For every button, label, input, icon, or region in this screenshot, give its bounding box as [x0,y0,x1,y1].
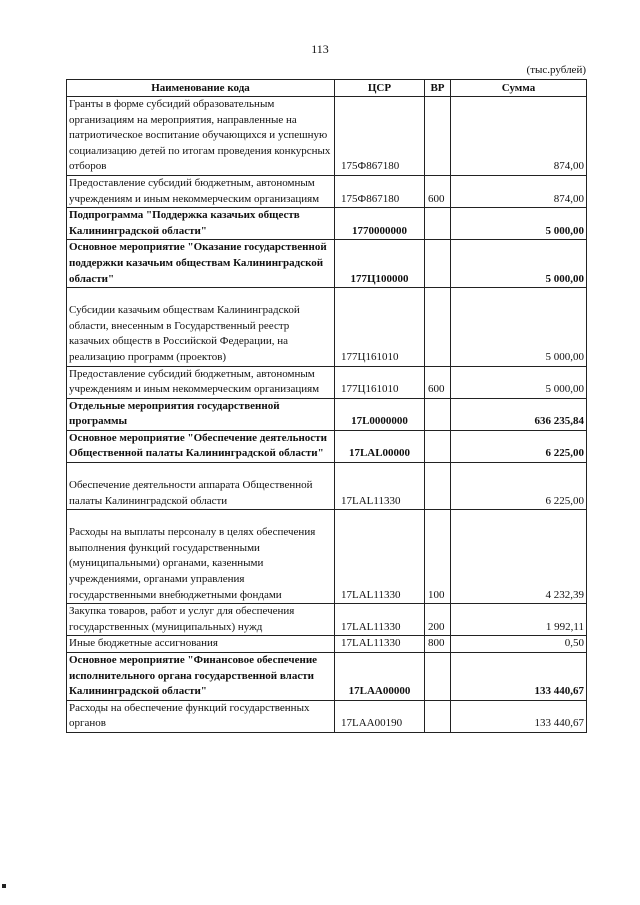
row-name: Основное мероприятие "Обеспечение деятельности Общественной палаты Калининградской области" [67,430,335,462]
row-name: Обеспечение деятельности аппарата Общественной палаты Калининградской области [67,463,335,510]
row-vr: 100 [425,510,451,604]
row-sum: 5 000,00 [451,366,587,398]
row-vr: 600 [425,175,451,207]
margin-mark [2,884,6,888]
table-row [67,366,587,398]
row-vr [425,398,451,430]
row-name: Иные бюджетные ассигнования [67,636,335,653]
row-csr: 177Ц161010 [335,288,425,366]
header-vr: ВР [425,80,451,97]
table-row [67,97,587,176]
row-csr: 177Ц161010 [335,366,425,398]
row-sum: 1 992,11 [451,604,587,636]
row-csr: 17LAL11330 [335,636,425,653]
row-name: Предоставление субсидий бюджетным, автономным учреждениям и иным некоммерческим организациям [67,366,335,398]
table-row [67,288,587,366]
table-row [67,700,587,732]
row-vr: 200 [425,604,451,636]
row-sum: 133 440,67 [451,653,587,701]
row-csr: 17L0000000 [335,398,425,430]
table-row [67,636,587,653]
row-vr [425,463,451,510]
table-row [67,430,587,462]
page-number: 113 [311,42,329,56]
row-sum: 6 225,00 [451,430,587,462]
row-sum: 0,50 [451,636,587,653]
header-name: Наименование кода [67,80,335,97]
row-vr [425,288,451,366]
row-sum: 5 000,00 [451,240,587,288]
budget-table [66,79,587,733]
row-vr [425,97,451,176]
row-vr: 800 [425,636,451,653]
row-csr: 17LAL00000 [335,430,425,462]
row-csr: 177Ц100000 [335,240,425,288]
row-csr: 17LAA00190 [335,700,425,732]
row-name: Расходы на обеспечение функций государственных органов [67,700,335,732]
row-vr: 600 [425,366,451,398]
row-name: Закупка товаров, работ и услуг для обеспечения государственных (муниципальных) нужд [67,604,335,636]
row-vr [425,653,451,701]
row-csr: 17LAL11330 [335,463,425,510]
row-name: Субсидии казачьим обществам Калининградской области, внесенным в Государственный реестр казачьих обществ в Российской Федерации, на реализацию программ (проектов) [67,288,335,366]
row-name: Отдельные мероприятия государственной программы [67,398,335,430]
header-csr: ЦСР [335,80,425,97]
table-row [67,653,587,701]
row-vr [425,240,451,288]
row-name: Предоставление субсидий бюджетным, автономным учреждениям и иным некоммерческим организациям [67,175,335,207]
row-name: Гранты в форме субсидий образовательным организациям на мероприятия, направленные на патриотическое воспитание обучающихся и успешную социализацию детей по итогам проведения конкурсных отборов [67,97,335,176]
row-csr: 17LAA00000 [335,653,425,701]
row-sum: 874,00 [451,97,587,176]
row-vr [425,700,451,732]
row-csr: 175Ф867180 [335,97,425,176]
row-sum: 4 232,39 [451,510,587,604]
table-row [67,240,587,288]
row-name: Подпрограмма "Поддержка казачьих обществ Калининградской области" [67,208,335,240]
table-row [67,510,587,604]
units-label: (тыс.рублей) [526,64,586,76]
row-csr: 17LAL11330 [335,604,425,636]
row-name: Основное мероприятие "Финансовое обеспечение исполнительного органа государственной власти Калининградской области" [67,653,335,701]
table-row [67,604,587,636]
table-row [67,463,587,510]
row-sum: 6 225,00 [451,463,587,510]
row-sum: 5 000,00 [451,208,587,240]
row-sum: 133 440,67 [451,700,587,732]
row-csr: 175Ф867180 [335,175,425,207]
row-vr [425,208,451,240]
row-sum: 874,00 [451,175,587,207]
table-row [67,398,587,430]
row-csr: 1770000000 [335,208,425,240]
table-row [67,175,587,207]
table-row [67,208,587,240]
table-header-row [67,80,587,97]
row-sum: 5 000,00 [451,288,587,366]
row-vr [425,430,451,462]
row-csr: 17LAL11330 [335,510,425,604]
row-name: Основное мероприятие "Оказание государственной поддержки казачьим обществам Калининградской области" [67,240,335,288]
row-sum: 636 235,84 [451,398,587,430]
header-sum: Сумма [451,80,587,97]
row-name: Расходы на выплаты персоналу в целях обеспечения выполнения функций государственными (муниципальными) органами, казенными учреждениями, органами управления государственными внебюджетными фондами [67,510,335,604]
